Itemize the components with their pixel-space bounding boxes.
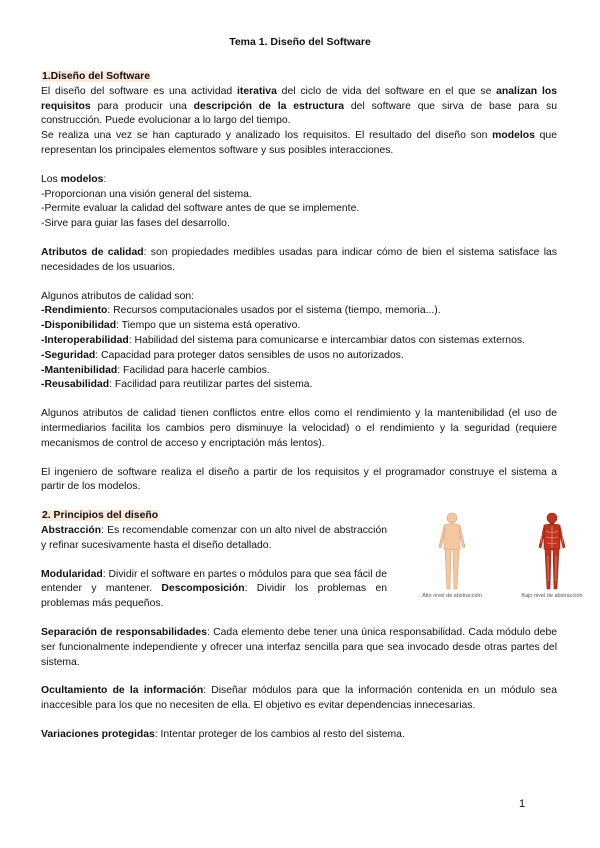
caption-low-abstraction: Bajo nivel de abstracción: [521, 593, 583, 600]
attribute-item: -Interoperabilidad: Habilidad del sistema para comunicarse e intercambiar datos con sistemas externos.: [41, 334, 525, 346]
separation-paragraph: Separación de responsabilidades: Cada elemento debe tener una única responsabilidad. Cada módulo debe ser funcionalmente independiente y ofrecer una interfaz sencilla para que sea invocado desde otras partes del sistema.: [41, 626, 558, 668]
attribute-item: -Mantenibilidad: Facilidad para hacerle cambios.: [41, 364, 270, 376]
section1-paragraph-1: El diseño del software es una actividad iterativa del ciclo de vida del software en el que se analizan los requisitos para producir una descripción de la estructura del software que sirva de base para su construcción. Puede evolucionar a lo largo del tiempo.: [41, 85, 557, 127]
human-body-outline-icon: [432, 511, 472, 591]
page-number: 1: [519, 798, 526, 810]
section2-heading: 2. Principios del diseño: [42, 510, 159, 522]
models-item: -Permite evaluar la calidad del software antes de que se implemente.: [41, 203, 360, 215]
principles-block: [41, 509, 583, 612]
abstraction-paragraph: Abstracción: Es recomendable comenzar con un alto nivel de abstracción y refinar sucesivamente hasta el diseño detallado.: [41, 524, 387, 551]
attributes-intro: Algunos atributos de calidad son:: [41, 290, 195, 302]
attribute-item: -Disponibilidad: Tiempo que un sistema está operativo.: [41, 320, 301, 332]
quality-attributes-definition: Atributos de calidad: son propiedades medibles usadas para indicar cómo de bien el sistema satisface las necesidades de los usuarios.: [41, 246, 557, 273]
models-intro: Los modelos:: [41, 173, 107, 185]
page-title: Tema 1. Diseño del Software: [229, 36, 371, 48]
conflicts-paragraph: Algunos atributos de calidad tienen conflictos entre ellos como el rendimiento y la mantenibilidad (el uso de intermediarios facilita los cambios pero disminuye la velocidad) o el rendimiento y la seguridad (requiere mecanismos de control de acceso y encriptación más lentos).: [41, 408, 557, 449]
figure-high-abstraction: [402, 511, 502, 601]
protected-variations-paragraph: Variaciones protegidas: Intentar proteger de los cambios al resto del sistema.: [41, 728, 405, 740]
section1-heading: 1.Diseño del Software: [42, 71, 150, 82]
information-hiding-paragraph: Ocultamiento de la información: Diseñar módulos para que la información contenida en un módulo sea inaccesible para los que no necesiten de ella. El objetivo es evitar dependencias innecesarias.: [41, 685, 557, 712]
caption-high-abstraction: Alto nivel de abstracción: [422, 593, 482, 600]
modularity-paragraph: Modularidad: Dividir el software en partes o módulos para que sea fácil de entender y mantener. Descomposición: Dividir los problemas en problemas más pequeños.: [41, 568, 387, 610]
abstraction-figures: [402, 511, 600, 601]
attribute-item: -Rendimiento: Recursos computacionales usados por el sistema (tiempo, memoria...).: [41, 305, 441, 317]
figure-low-abstraction: [502, 511, 600, 601]
document-body: [41, 70, 583, 743]
attribute-item: -Reusabilidad: Facilidad para reutilizar partes del sistema.: [41, 379, 313, 391]
section1-paragraph-2: Se realiza una vez se han capturado y analizado los requisitos. El resultado del diseño son modelos que representan los principales elementos software y sus posibles interacciones.: [41, 130, 557, 156]
models-item: -Sirve para guiar las fases del desarrollo.: [41, 218, 230, 230]
human-muscle-anatomy-icon: [532, 511, 572, 591]
models-item: -Proporcionan una visión general del sistema.: [41, 188, 252, 200]
attribute-item: -Seguridad: Capacidad para proteger datos sensibles de usos no autorizados.: [41, 349, 404, 361]
engineer-paragraph: El ingeniero de software realiza el diseño a partir de los requisitos y el programador construye el sistema a partir de los modelos.: [41, 466, 557, 493]
